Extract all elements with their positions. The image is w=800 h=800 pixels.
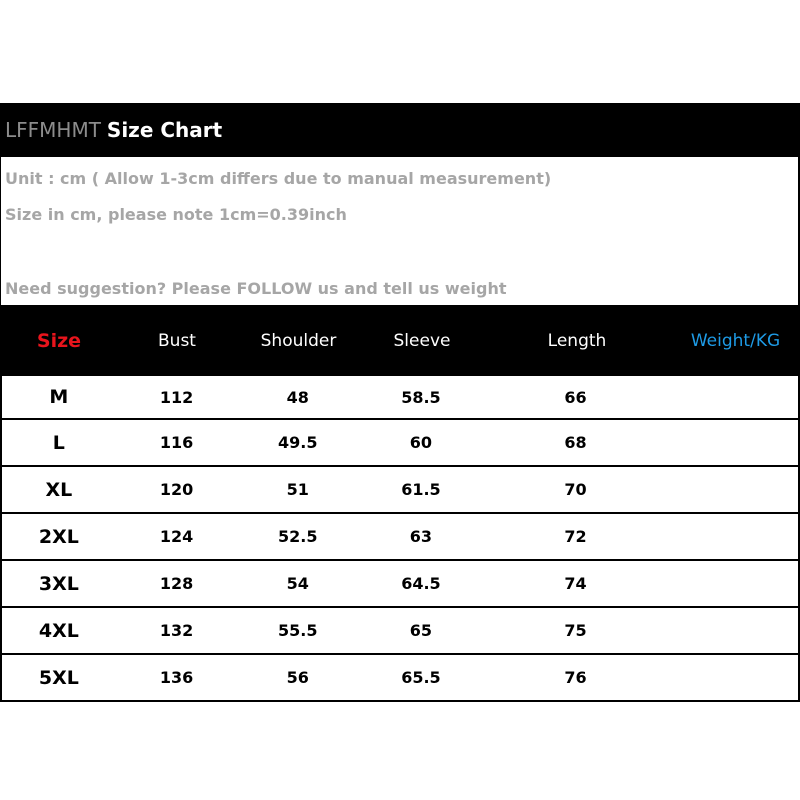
table-row [0, 514, 800, 561]
header-sleeve: Sleeve [393, 330, 451, 351]
cell-sleeve: 63 [409, 527, 433, 546]
header-weight: Weight/KG [690, 330, 781, 351]
cell-shoulder: 48 [286, 387, 309, 407]
cell-sleeve: 65.5 [401, 668, 441, 687]
table-row [0, 467, 800, 514]
cell-sleeve: 58.5 [401, 387, 441, 407]
table-row [0, 376, 800, 420]
size-chart [0, 103, 800, 702]
table-row [0, 655, 800, 702]
cell-length: 72 [564, 527, 587, 546]
table-row [0, 561, 800, 608]
cell-bust: 112 [159, 387, 194, 407]
header-bust: Bust [158, 330, 196, 351]
table-row [0, 420, 800, 467]
brand-name: LFFMHMT [5, 118, 101, 142]
cell-length: 75 [564, 621, 587, 640]
cell-bust: 120 [159, 480, 194, 499]
unit-note: Unit : cm ( Allow 1-3cm differs due to manual measurement) [5, 169, 552, 188]
cell-shoulder: 52.5 [278, 527, 318, 546]
table-row [0, 608, 800, 655]
cell-bust: 116 [159, 433, 194, 452]
cell-size: 4XL [38, 619, 79, 642]
cell-length: 68 [564, 433, 587, 452]
notes-section [0, 157, 800, 305]
cell-length: 76 [564, 668, 587, 687]
cell-sleeve: 64.5 [401, 574, 441, 593]
cell-length: 74 [564, 574, 587, 593]
cell-size: M [49, 386, 69, 408]
suggestion-note: Need suggestion? Please FOLLOW us and tell us weight [5, 279, 507, 298]
table-body [0, 376, 800, 702]
cell-bust: 124 [159, 527, 194, 546]
cell-size: 2XL [38, 525, 79, 548]
header-length: Length [547, 330, 607, 351]
chart-title: Size Chart [106, 118, 223, 142]
conversion-note: Size in cm, please note 1cm=0.39inch [5, 205, 347, 224]
cell-bust: 128 [159, 574, 194, 593]
cell-size: 5XL [38, 666, 79, 689]
cell-shoulder: 55.5 [278, 621, 318, 640]
cell-shoulder: 54 [286, 574, 309, 593]
title-bar [0, 103, 800, 157]
table-header [0, 305, 800, 376]
cell-shoulder: 51 [286, 480, 309, 499]
cell-length: 70 [564, 480, 587, 499]
cell-sleeve: 61.5 [401, 480, 441, 499]
cell-shoulder: 49.5 [278, 433, 318, 452]
cell-size: 3XL [38, 572, 79, 595]
cell-sleeve: 65 [409, 621, 433, 640]
cell-bust: 132 [159, 621, 194, 640]
cell-size: XL [45, 478, 73, 501]
header-shoulder: Shoulder [260, 330, 337, 351]
cell-shoulder: 56 [286, 668, 309, 687]
cell-length: 66 [564, 387, 587, 407]
cell-bust: 136 [159, 668, 194, 687]
cell-size: L [52, 431, 65, 454]
cell-sleeve: 60 [409, 433, 433, 452]
header-size: Size [36, 329, 82, 352]
